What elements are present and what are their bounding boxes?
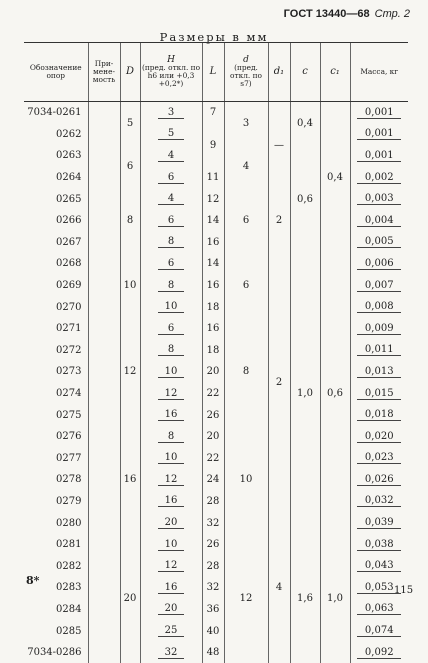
- L-cell: 32: [202, 512, 224, 534]
- d1-cell: —: [268, 102, 290, 189]
- table-row: [24, 124, 408, 146]
- table-row: [24, 188, 408, 210]
- table-row: [24, 318, 408, 340]
- L-cell: 12: [202, 188, 224, 210]
- L-cell: 16: [202, 318, 224, 340]
- table-row: [24, 426, 408, 448]
- H-cell: 4: [140, 188, 202, 210]
- mass-cell: 0,023: [350, 448, 408, 470]
- H-cell: 10: [140, 361, 202, 383]
- designation-cell: 0275: [24, 404, 88, 426]
- mass-cell: 0,006: [350, 253, 408, 275]
- c-cell: 0,6: [290, 145, 320, 253]
- document-header: [284, 8, 410, 20]
- H-cell: 6: [140, 210, 202, 232]
- designation-cell: 0276: [24, 426, 88, 448]
- c-cell: 0,4: [290, 102, 320, 146]
- designation-cell: 0263: [24, 145, 88, 167]
- designation-cell: 0285: [24, 620, 88, 642]
- L-cell: 48: [202, 642, 224, 663]
- designation-cell: 0280: [24, 512, 88, 534]
- L-cell: 22: [202, 383, 224, 405]
- H-cell: 3: [140, 102, 202, 124]
- designation-cell: 0283: [24, 577, 88, 599]
- mass-cell: 0,005: [350, 232, 408, 254]
- D-cell: 6: [120, 145, 140, 188]
- designation-cell: 0268: [24, 253, 88, 275]
- mass-cell: 0,002: [350, 167, 408, 189]
- H-cell: 6: [140, 318, 202, 340]
- L-cell: 20: [202, 426, 224, 448]
- D-cell: 10: [120, 253, 140, 318]
- L-cell: 26: [202, 404, 224, 426]
- col-d1: d₁: [268, 43, 290, 102]
- col-H-note: (пред. откл. по h6 или +0,3 +0,2*): [142, 64, 201, 88]
- col-designation: Обозначение опор: [24, 43, 88, 102]
- mass-cell: 0,074: [350, 620, 408, 642]
- L-cell: 9: [202, 124, 224, 167]
- H-cell: 6: [140, 253, 202, 275]
- L-cell: 16: [202, 275, 224, 297]
- designation-cell: 7034-0261: [24, 102, 88, 124]
- H-cell: 8: [140, 426, 202, 448]
- designation-cell: 0279: [24, 491, 88, 513]
- d-cell: 4: [224, 145, 268, 188]
- mass-cell: 0,008: [350, 296, 408, 318]
- table-row: [24, 512, 408, 534]
- page-number: 115: [394, 585, 413, 596]
- H-cell: 12: [140, 469, 202, 491]
- table-row: [24, 167, 408, 189]
- designation-cell: 0273: [24, 361, 88, 383]
- designation-cell: 0266: [24, 210, 88, 232]
- mass-cell: 0,015: [350, 383, 408, 405]
- table-row: [24, 555, 408, 577]
- mass-cell: 0,020: [350, 426, 408, 448]
- L-cell: 20: [202, 361, 224, 383]
- col-d-note: (пред. откл. по s7): [226, 64, 267, 88]
- table-row: [24, 296, 408, 318]
- mass-cell: 0,032: [350, 491, 408, 513]
- designation-cell: 0270: [24, 296, 88, 318]
- c1-cell: 1,0: [320, 534, 350, 663]
- table-row: [24, 232, 408, 254]
- designation-cell: 0282: [24, 555, 88, 577]
- L-cell: 26: [202, 534, 224, 556]
- d1-cell: 2: [268, 188, 290, 253]
- table-row: [24, 102, 408, 124]
- designation-cell: 0281: [24, 534, 88, 556]
- designation-cell: 0272: [24, 340, 88, 362]
- col-d-symbol: d: [226, 56, 267, 64]
- designation-cell: 0262: [24, 124, 88, 146]
- mass-cell: 0,026: [350, 469, 408, 491]
- d1-cell: 2: [268, 253, 290, 512]
- col-applicability: При-мене-мость: [88, 43, 120, 102]
- H-cell: 4: [140, 145, 202, 167]
- mass-cell: 0,003: [350, 188, 408, 210]
- H-cell: 20: [140, 599, 202, 621]
- H-cell: 25: [140, 620, 202, 642]
- mass-cell: 0,011: [350, 340, 408, 362]
- col-c1: c₁: [320, 43, 350, 102]
- table-row: [24, 210, 408, 232]
- mass-cell: 0,018: [350, 404, 408, 426]
- D-cell: 5: [120, 102, 140, 146]
- H-cell: 5: [140, 124, 202, 146]
- applicability-cell: [88, 102, 120, 663]
- c-cell: 1,6: [290, 534, 320, 663]
- H-cell: 12: [140, 383, 202, 405]
- table-row: [24, 383, 408, 405]
- table-row: [24, 340, 408, 362]
- table-row: [24, 642, 408, 663]
- designation-cell: 0269: [24, 275, 88, 297]
- L-cell: 32: [202, 577, 224, 599]
- table-row: [24, 253, 408, 275]
- D-cell: 12: [120, 318, 140, 426]
- mass-cell: 0,038: [350, 534, 408, 556]
- designation-cell: 0274: [24, 383, 88, 405]
- H-cell: 6: [140, 167, 202, 189]
- d-cell: 3: [224, 102, 268, 146]
- mass-cell: 0,013: [350, 361, 408, 383]
- c-cell: 1,0: [290, 253, 320, 534]
- mass-cell: 0,007: [350, 275, 408, 297]
- L-cell: 18: [202, 340, 224, 362]
- L-cell: 40: [202, 620, 224, 642]
- L-cell: 14: [202, 210, 224, 232]
- L-cell: 16: [202, 232, 224, 254]
- d-cell: 6: [224, 188, 268, 253]
- col-c: c: [290, 43, 320, 102]
- col-d: [224, 43, 268, 102]
- c1-cell: 0,4: [320, 102, 350, 254]
- H-cell: 20: [140, 512, 202, 534]
- d1-cell: 4: [268, 512, 290, 663]
- table-caption: Размеры в мм: [0, 30, 428, 44]
- D-cell: 16: [120, 426, 140, 534]
- L-cell: 14: [202, 253, 224, 275]
- L-cell: 28: [202, 491, 224, 513]
- mass-cell: 0,009: [350, 318, 408, 340]
- table-row: [24, 448, 408, 470]
- H-cell: 8: [140, 340, 202, 362]
- H-cell: 32: [140, 642, 202, 663]
- L-cell: 7: [202, 102, 224, 124]
- d-cell: 12: [224, 534, 268, 663]
- mass-cell: 0,004: [350, 210, 408, 232]
- H-cell: 10: [140, 296, 202, 318]
- col-D: D: [120, 43, 140, 102]
- col-H: [140, 43, 202, 102]
- col-L: L: [202, 43, 224, 102]
- gost-number: ГОСТ 13440—68: [284, 8, 370, 20]
- H-cell: 16: [140, 577, 202, 599]
- mass-cell: 0,053: [350, 577, 408, 599]
- table-row: [24, 469, 408, 491]
- mass-cell: 0,001: [350, 124, 408, 146]
- table-row: [24, 599, 408, 621]
- designation-cell: 0264: [24, 167, 88, 189]
- L-cell: 11: [202, 167, 224, 189]
- mass-cell: 0,092: [350, 642, 408, 663]
- D-cell: 20: [120, 534, 140, 663]
- table-row: [24, 275, 408, 297]
- table-row: [24, 361, 408, 383]
- table-row: [24, 577, 408, 599]
- designation-cell: 0267: [24, 232, 88, 254]
- table-header-row: [24, 43, 408, 102]
- mass-cell: 0,043: [350, 555, 408, 577]
- mass-cell: 0,039: [350, 512, 408, 534]
- designation-cell: 0278: [24, 469, 88, 491]
- col-mass: Масса, кг: [350, 43, 408, 102]
- H-cell: 8: [140, 232, 202, 254]
- L-cell: 28: [202, 555, 224, 577]
- designation-cell: 0271: [24, 318, 88, 340]
- table-row: [24, 534, 408, 556]
- mass-cell: 0,001: [350, 102, 408, 124]
- designation-cell: 0265: [24, 188, 88, 210]
- table-row: [24, 404, 408, 426]
- designation-cell: 0277: [24, 448, 88, 470]
- L-cell: 22: [202, 448, 224, 470]
- D-cell: 8: [120, 188, 140, 253]
- d-cell: 8: [224, 318, 268, 426]
- H-cell: 12: [140, 555, 202, 577]
- H-cell: 16: [140, 404, 202, 426]
- mass-cell: 0,063: [350, 599, 408, 621]
- d-cell: 10: [224, 426, 268, 534]
- H-cell: 8: [140, 275, 202, 297]
- H-cell: 10: [140, 534, 202, 556]
- c1-cell: 0,6: [320, 253, 350, 534]
- page-label: Стр. 2: [375, 8, 410, 20]
- mass-cell: 0,001: [350, 145, 408, 167]
- dimensions-table: [24, 42, 408, 663]
- H-cell: 10: [140, 448, 202, 470]
- table-row: [24, 620, 408, 642]
- table-row: [24, 491, 408, 513]
- H-cell: 16: [140, 491, 202, 513]
- designation-cell: 0284: [24, 599, 88, 621]
- d-cell: 6: [224, 253, 268, 318]
- footer-mark: 8*: [26, 574, 39, 587]
- L-cell: 36: [202, 599, 224, 621]
- designation-cell: 7034-0286: [24, 642, 88, 663]
- L-cell: 18: [202, 296, 224, 318]
- L-cell: 24: [202, 469, 224, 491]
- col-H-symbol: H: [142, 56, 201, 64]
